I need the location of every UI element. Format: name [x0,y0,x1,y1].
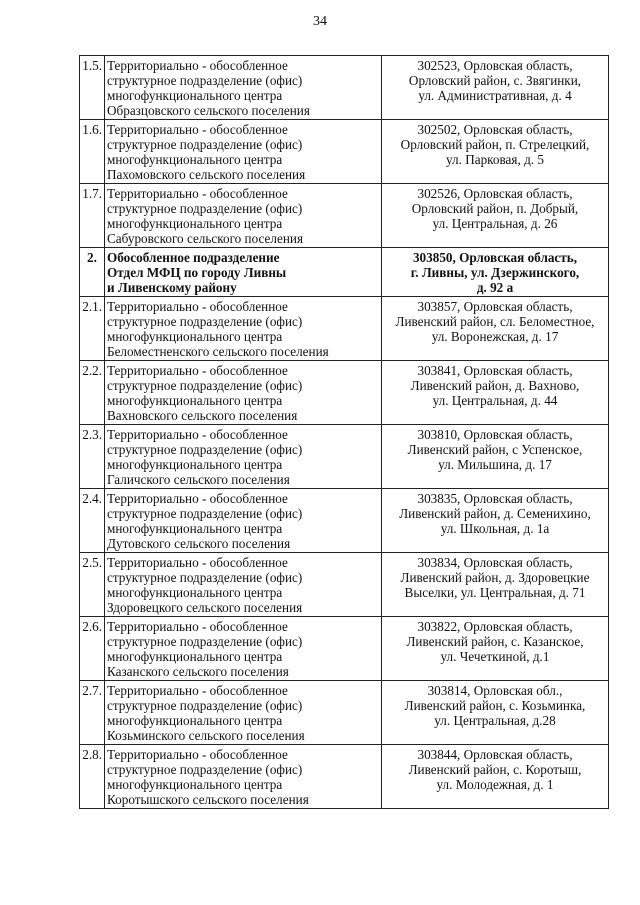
row-number: 2.6. [80,617,105,681]
office-name-line: многофункционального центра [107,457,283,472]
office-name-line: многофункционального центра [107,152,283,167]
office-name-line: Вахновского сельского поселения [107,408,298,423]
office-name-line: структурное подразделение (офис) [107,201,303,216]
office-address-line: г. Ливны, ул. Дзержинского, [410,265,580,280]
office-name-line: Территориально - обособленное [107,186,288,201]
office-name-line: Территориально - обособленное [107,427,288,442]
office-name-line: Коротышского сельского поселения [107,792,309,807]
office-name-line: структурное подразделение (офис) [107,137,303,152]
office-name-line: Обособленное подразделение [107,250,280,265]
office-name-line: Беломестненского сельского поселения [107,344,329,359]
office-name-line: Козьминского сельского поселения [107,728,305,743]
office-address-cell [382,248,609,297]
office-name-line: Отдел МФЦ по городу Ливны [107,265,287,280]
office-name-cell [105,184,382,248]
office-name-line: многофункционального центра [107,521,283,536]
office-address-line: 303814, Орловская обл., [427,683,563,698]
office-address-line: Ливенский район, с. Казанское, [406,634,584,649]
office-name-cell [105,425,382,489]
office-name-cell [105,120,382,184]
office-name-line: структурное подразделение (офис) [107,506,303,521]
office-name-line: Территориально - обособленное [107,58,288,73]
row-number: 2.1. [80,297,105,361]
office-name-line: Пахомовского сельского поселения [107,167,306,182]
table-body [80,56,609,809]
office-address-line: ул. Молодежная, д. 1 [436,777,554,792]
office-address-cell [382,425,609,489]
office-address-cell [382,745,609,809]
row-number: 2.7. [80,681,105,745]
office-address-line: 303850, Орловская область, [412,250,578,265]
office-address-line: 303834, Орловская область, [417,555,573,570]
row-number: 2.8. [80,745,105,809]
table-row [80,553,609,617]
office-address-line: Орловский район, п. Стрелецкий, [400,137,590,152]
office-address-line: ул. Центральная, д. 26 [432,216,558,231]
table-row [80,425,609,489]
office-name-line: Территориально - обособленное [107,363,288,378]
office-name-line: Территориально - обособленное [107,122,288,137]
table-row [80,56,609,120]
office-address-line: 303810, Орловская область, [417,427,573,442]
office-name-line: структурное подразделение (офис) [107,442,303,457]
office-address-line: 303844, Орловская область, [417,747,573,762]
office-address-line: ул. Административная, д. 4 [418,88,572,103]
office-address-line: 302502, Орловская область, [417,122,573,137]
mfc-office-table [79,55,609,809]
office-name-line: структурное подразделение (офис) [107,570,303,585]
table-row [80,745,609,809]
office-address-cell [382,120,609,184]
office-address-line: 302526, Орловская область, [417,186,573,201]
page-number: 34 [313,14,327,29]
table-row [80,361,609,425]
office-address-line: Ливенский район, сл. Беломестное, [395,314,595,329]
office-address-line: ул. Центральная, д. 44 [432,393,558,408]
office-name-line: Здоровецкого сельского поселения [107,600,303,615]
office-name-cell [105,248,382,297]
office-address-cell [382,617,609,681]
office-name-cell [105,617,382,681]
table-row [80,120,609,184]
office-name-line: структурное подразделение (офис) [107,314,303,329]
office-address-line: ул. Центральная, д.28 [434,713,556,728]
office-name-line: многофункционального центра [107,585,283,600]
office-name-cell [105,489,382,553]
office-address-line: ул. Чечеткиной, д.1 [440,649,550,664]
office-name-cell [105,56,382,120]
office-name-line: Территориально - обособленное [107,491,288,506]
office-address-line: ул. Воронежская, д. 17 [431,329,559,344]
office-name-cell [105,553,382,617]
office-address-cell [382,56,609,120]
office-address-line: Ливенский район, д. Здоровецкие [400,570,590,585]
row-number: 1.5. [80,56,105,120]
office-name-line: Территориально - обособленное [107,555,288,570]
row-number: 2.4. [80,489,105,553]
office-name-cell [105,745,382,809]
table-row [80,681,609,745]
office-name-line: Дутовского сельского поселения [107,536,291,551]
office-name-line: многофункционального центра [107,88,283,103]
office-name-line: Территориально - обособленное [107,683,288,698]
office-name-line: многофункционального центра [107,649,283,664]
office-address-line: Орловский район, п. Добрый, [411,201,579,216]
office-address-line: ул. Школьная, д. 1а [440,521,550,536]
office-address-cell [382,361,609,425]
office-address-line: 302523, Орловская область, [417,58,573,73]
office-address-line: Выселки, ул. Центральная, д. 71 [404,585,586,600]
office-address-line: Орловский район, с. Звягинки, [408,73,582,88]
office-name-line: многофункционального центра [107,393,283,408]
table-row [80,297,609,361]
office-name-line: структурное подразделение (офис) [107,634,303,649]
office-name-line: и Ливенскому району [107,280,237,295]
office-name-line: многофункционального центра [107,777,283,792]
office-address-line: д. 92 а [476,280,514,295]
office-address-line: Ливенский район, д. Семенихино, [399,506,591,521]
office-name-line: Казанского сельского поселения [107,664,289,679]
office-address-cell [382,681,609,745]
office-name-line: структурное подразделение (офис) [107,762,303,777]
office-address-cell [382,184,609,248]
office-name-line: Образцовского сельского поселения [107,103,310,118]
office-address-line: 303857, Орловская область, [417,299,573,314]
office-address-line: ул. Мильшина, д. 17 [438,457,552,472]
office-address-line: ул. Парковая, д. 5 [446,152,544,167]
office-name-line: структурное подразделение (офис) [107,698,303,713]
office-name-line: Сабуровского сельского поселения [107,231,304,246]
office-name-line: Галичского сельского поселения [107,472,290,487]
office-address-line: 303822, Орловская область, [417,619,573,634]
office-name-line: Территориально - обособленное [107,299,288,314]
office-address-line: 303841, Орловская область, [417,363,573,378]
office-address-cell [382,297,609,361]
office-name-line: Территориально - обособленное [107,747,288,762]
office-name-cell [105,297,382,361]
office-address-cell [382,553,609,617]
office-name-line: многофункционального центра [107,713,283,728]
table-row [80,248,609,297]
row-number: 2.5. [80,553,105,617]
table-row [80,184,609,248]
office-name-cell [105,361,382,425]
office-name-line: многофункционального центра [107,329,283,344]
office-address-line: Ливенский район, с. Козьминка, [404,698,586,713]
office-name-cell [105,681,382,745]
table-row [80,617,609,681]
row-number: 2. [80,248,105,297]
row-number: 1.6. [80,120,105,184]
office-address-cell [382,489,609,553]
row-number: 1.7. [80,184,105,248]
office-address-line: Ливенский район, д. Вахново, [410,378,580,393]
office-name-line: Территориально - обособленное [107,619,288,634]
office-name-line: многофункционального центра [107,216,283,231]
office-name-line: структурное подразделение (офис) [107,378,303,393]
office-name-line: структурное подразделение (офис) [107,73,303,88]
office-address-line: Ливенский район, с Успенское, [407,442,583,457]
office-address-line: Ливенский район, с. Коротыш, [408,762,582,777]
office-address-line: 303835, Орловская область, [417,491,573,506]
row-number: 2.3. [80,425,105,489]
row-number: 2.2. [80,361,105,425]
table-row [80,489,609,553]
